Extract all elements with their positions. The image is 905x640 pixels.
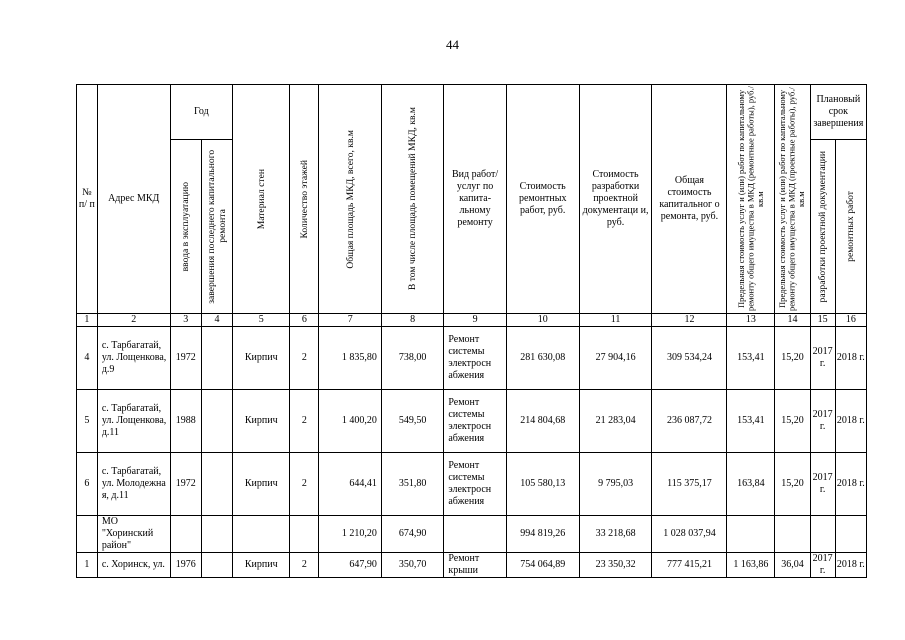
cell-floors: 2 (290, 327, 319, 390)
cell-empty (77, 516, 98, 553)
header-limit-repair: Предельная стоимость услуг и (или) работ по капитальному ремонту общего имущества в МКД (ремонтные работы), руб./кв.м (727, 85, 775, 314)
subtotal-total-area: 1 210,20 (319, 516, 381, 553)
cell-work: Ремонт крыши (444, 553, 506, 578)
cell-plan-repair: 2018 г. (835, 390, 866, 453)
cell-premises-area: 738,00 (381, 327, 443, 390)
cell-total-cost: 777 415,21 (652, 553, 727, 578)
cell-design-cost: 27 904,16 (579, 327, 652, 390)
col-number: 4 (201, 314, 232, 327)
cell-empty (444, 516, 506, 553)
cell-plan-design: 2017 г. (810, 390, 835, 453)
column-numbers-row (77, 314, 867, 327)
cell-work: Ремонт системы электросн абжения (444, 453, 506, 516)
table-row (77, 390, 867, 453)
cell-year: 1972 (170, 453, 201, 516)
cell-plan-design: 2017 г. (810, 553, 835, 578)
cell-no: 1 (77, 553, 98, 578)
subtotal-design-cost: 33 218,68 (579, 516, 652, 553)
cell-plan-repair: 2018 г. (835, 453, 866, 516)
cell-total-area: 1 400,20 (319, 390, 381, 453)
cell-year: 1976 (170, 553, 201, 578)
cell-work: Ремонт системы электросн абжения (444, 390, 506, 453)
header-row-1 (77, 85, 867, 140)
cell-limit-repair: 163,84 (727, 453, 775, 516)
col-number: 12 (652, 314, 727, 327)
repair-register-table (76, 84, 867, 578)
cell-empty (775, 516, 810, 553)
header-premises-area: В том числе площадь помещений МКД, кв.м (381, 85, 443, 314)
cell-empty (290, 516, 319, 553)
header-no: № п/ п (77, 85, 98, 314)
cell-premises-area: 549,50 (381, 390, 443, 453)
cell-empty (201, 516, 232, 553)
col-number: 3 (170, 314, 201, 327)
header-total-area: Общая площадь МКД, всего, кв.м (319, 85, 381, 314)
cell-total-area: 644,41 (319, 453, 381, 516)
header-total-cost: Общая стоимость капитальног о ремонта, руб. (652, 85, 727, 314)
cell-wall: Кирпич (233, 390, 290, 453)
cell-design-cost: 23 350,32 (579, 553, 652, 578)
col-number: 15 (810, 314, 835, 327)
cell-limit-design: 15,20 (775, 453, 810, 516)
cell-no: 4 (77, 327, 98, 390)
cell-empty (233, 516, 290, 553)
cell-premises-area: 350,70 (381, 553, 443, 578)
cell-empty (835, 516, 866, 553)
header-plan-repair: ремонтных работ (835, 140, 866, 314)
cell-address: с. Тарбагатай, ул. Молодежна я, д.11 (97, 453, 170, 516)
header-repair-cost: Стоимость ремонтных работ, руб. (506, 85, 579, 314)
cell-limit-design: 36,04 (775, 553, 810, 578)
cell-year: 1972 (170, 327, 201, 390)
cell-plan-design: 2017 г. (810, 453, 835, 516)
subtotal-label: МО "Хоринский район" (97, 516, 170, 553)
cell-empty (810, 516, 835, 553)
cell-empty (170, 516, 201, 553)
subtotal-total-cost: 1 028 037,94 (652, 516, 727, 553)
cell-repair-cost: 754 064,89 (506, 553, 579, 578)
cell-address: с. Тарбагатай, ул. Лощенкова, д.9 (97, 327, 170, 390)
cell-total-area: 647,90 (319, 553, 381, 578)
col-number: 8 (381, 314, 443, 327)
cell-total-cost: 236 087,72 (652, 390, 727, 453)
cell-work: Ремонт системы электросн абжения (444, 327, 506, 390)
cell-address: с. Хоринск, ул. (97, 553, 170, 578)
col-number: 6 (290, 314, 319, 327)
cell-plan-repair: 2018 г. (835, 327, 866, 390)
table-row (77, 553, 867, 578)
cell-no: 6 (77, 453, 98, 516)
col-number: 11 (579, 314, 652, 327)
cell-plan-design: 2017 г. (810, 327, 835, 390)
col-number: 14 (775, 314, 810, 327)
cell-wall: Кирпич (233, 327, 290, 390)
cell-premises-area: 351,80 (381, 453, 443, 516)
cell-design-cost: 21 283,04 (579, 390, 652, 453)
header-year-last-repair: завершения последнего капитального ремонта (201, 140, 232, 314)
cell-total-cost: 115 375,17 (652, 453, 727, 516)
col-number: 13 (727, 314, 775, 327)
header-plan-group: Плановый срок завершения (810, 85, 866, 140)
col-number: 7 (319, 314, 381, 327)
col-number: 5 (233, 314, 290, 327)
header-wall-material: Материал стен (233, 85, 290, 314)
cell-limit-design: 15,20 (775, 390, 810, 453)
cell-plan-repair: 2018 г. (835, 553, 866, 578)
header-design-cost: Стоимость разработки проектной документаци и, руб. (579, 85, 652, 314)
cell-last-repair (201, 327, 232, 390)
cell-repair-cost: 105 580,13 (506, 453, 579, 516)
cell-wall: Кирпич (233, 453, 290, 516)
header-floors: Количество этажей (290, 85, 319, 314)
cell-no: 5 (77, 390, 98, 453)
cell-last-repair (201, 390, 232, 453)
cell-limit-repair: 1 163,86 (727, 553, 775, 578)
col-number: 16 (835, 314, 866, 327)
header-year-commission: ввода в эксплуатацию (170, 140, 201, 314)
subtotal-repair-cost: 994 819,26 (506, 516, 579, 553)
cell-floors: 2 (290, 453, 319, 516)
cell-wall: Кирпич (233, 553, 290, 578)
subtotal-row (77, 516, 867, 553)
col-number: 10 (506, 314, 579, 327)
col-number: 2 (97, 314, 170, 327)
cell-floors: 2 (290, 390, 319, 453)
header-year-group: Год (170, 85, 232, 140)
subtotal-premises-area: 674,90 (381, 516, 443, 553)
cell-limit-design: 15,20 (775, 327, 810, 390)
cell-limit-repair: 153,41 (727, 390, 775, 453)
header-address: Адрес МКД (97, 85, 170, 314)
cell-last-repair (201, 453, 232, 516)
cell-last-repair (201, 553, 232, 578)
cell-address: с. Тарбагатай, ул. Лощенкова, д.11 (97, 390, 170, 453)
table-row (77, 453, 867, 516)
cell-total-area: 1 835,80 (319, 327, 381, 390)
cell-design-cost: 9 795,03 (579, 453, 652, 516)
page-number: 44 (446, 37, 459, 52)
cell-floors: 2 (290, 553, 319, 578)
col-number: 1 (77, 314, 98, 327)
cell-empty (727, 516, 775, 553)
header-limit-design: Предельная стоимость услуг и (или) работ по капитальному ремонту общего имущества в МКД (проектные работы), руб./кв.м (775, 85, 810, 314)
cell-total-cost: 309 534,24 (652, 327, 727, 390)
header-plan-design: разработки проектной документации (810, 140, 835, 314)
cell-year: 1988 (170, 390, 201, 453)
cell-limit-repair: 153,41 (727, 327, 775, 390)
col-number: 9 (444, 314, 506, 327)
cell-repair-cost: 214 804,68 (506, 390, 579, 453)
header-work-type: Вид работ/ услуг по капита- льному ремонту (444, 85, 506, 314)
table-row (77, 327, 867, 390)
cell-repair-cost: 281 630,08 (506, 327, 579, 390)
